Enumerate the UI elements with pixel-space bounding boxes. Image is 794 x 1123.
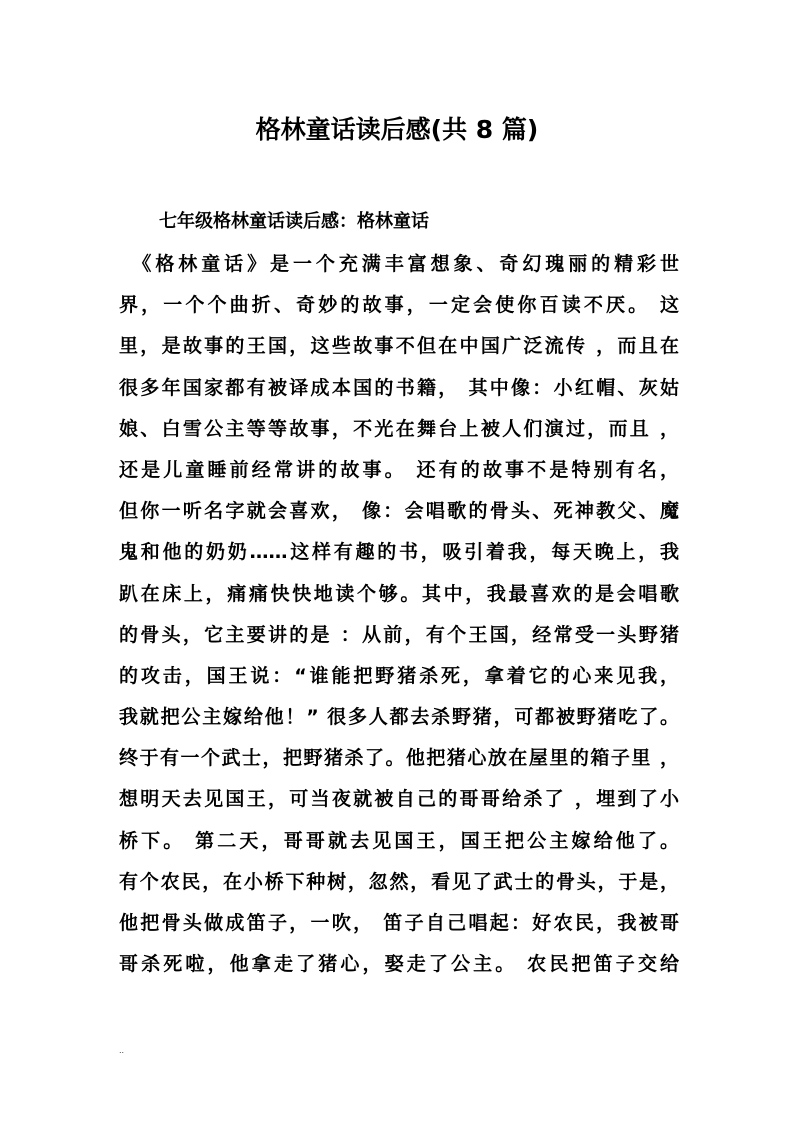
paragraph-line: 里，是故事的王国，这些故事不但在中国广泛流传 ，而且在 <box>119 335 679 358</box>
paragraph-line: 我就把公主嫁给他！” 很多人都去杀野猪，可都被野猪吃了。 <box>119 706 679 729</box>
paragraph-line: 《格林童话》是一个充满丰富想象、奇幻瑰丽的精彩世 <box>119 253 679 275</box>
paragraph-line: 鬼和他的奶奶……这样有趣的书，吸引着我，每天晚上，我 <box>119 541 679 564</box>
body-paragraph <box>119 244 679 985</box>
paragraph-line: 界，一个个曲折、奇妙的故事，一定会使你百读不厌。 这 <box>119 294 679 317</box>
paragraph-line: 还是儿童睡前经常讲的故事。 还有的故事不是特别有名， <box>119 458 679 481</box>
document-title: 格林童话读后感(共 8 篇) <box>255 115 539 144</box>
paragraph-line: 很多年国家都有被译成本国的书籍， 其中像：小红帽、灰姑 <box>119 376 679 399</box>
paragraph-line: 趴在床上，痛痛快快地读个够。其中，我最喜欢的是会唱歌 <box>119 582 679 605</box>
footer-mark: .. <box>119 1046 125 1055</box>
paragraph-line: 终于有一个武士，把野猪杀了。他把猪心放在屋里的箱子里 ， <box>119 747 679 770</box>
paragraph-line: 但你一听名字就会喜欢， 像：会唱歌的骨头、死神教父、魔 <box>119 500 679 523</box>
paragraph-line: 有个农民，在小桥下种树，忽然，看见了武士的骨头，于是， <box>119 870 679 893</box>
paragraph-line: 想明天去见国王，可当夜就被自己的哥哥给杀了 ，埋到了小 <box>119 788 679 811</box>
section-subtitle: 七年级格林童话读后感：格林童话 <box>159 211 429 232</box>
paragraph-line: 桥下。 第二天，哥哥就去见国王，国王把公主嫁给他了。 <box>119 829 679 852</box>
paragraph-line: 的骨头，它主要讲的是 ：从前，有个王国，经常受一头野猪 <box>119 623 679 646</box>
paragraph-line: 的攻击，国王说：“谁能把野猪杀死，拿着它的心来见我， <box>119 664 679 687</box>
paragraph-line: 他把骨头做成笛子，一吹， 笛子自己唱起：好农民，我被哥 <box>119 912 679 934</box>
paragraph-line: 娘、白雪公主等等故事，不光在舞台上被人们演过，而且 ， <box>119 417 679 440</box>
paragraph-line: 哥杀死啦，他拿走了猪心，娶走了公主。 农民把笛子交给 <box>119 953 679 976</box>
